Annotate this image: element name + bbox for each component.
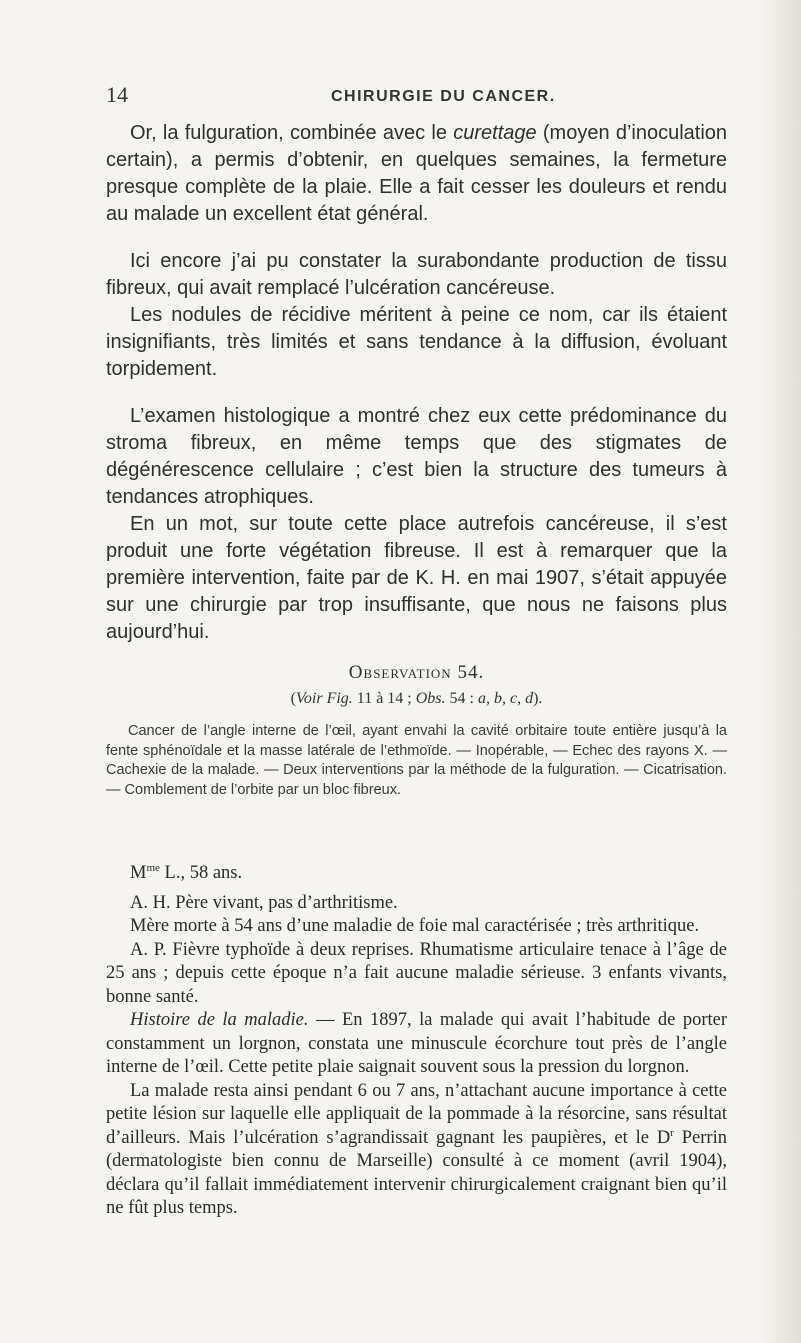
antecedents-mere: Mère morte à 54 ans d’une maladie de foie mal caractérisée ; très arthritique.	[130, 916, 700, 936]
running-head: CHIRURGIE DU CANCER.	[331, 88, 556, 105]
observation-summary: Cancer de l’angle interne de l’œil, ayant envahi la cavité orbitaire toute entière jusqu’à la fente sphénoïdale et la masse latérale de l’ethmoïde. — Inopérable, — Echec des rayons X. — Cachexie de la malade. — Deux interventions par la méthode de la fulguration. — Cicatrisation. — Comblement de l’orbite par un bloc fibreux.	[106, 723, 727, 798]
paragraph-evolution: La malade resta ainsi pendant 6 ou 7 ans, n’attachant aucune importance à cette petite lésion sur laquelle elle appliquait de la pommade à la résorcine, sans résultat d’ailleurs. Mais l’ulcération s’agrandissait gagnant les paupières, et le $D^r$ Perrin (dermatologiste bien connu de Marseille) consulté à ce moment (avril 1904), déclara qu’il fallait immédiatement intervenir chirurgicalement craignant bien qu’il ne fût plus temps.	[106, 1080, 727, 1218]
intro-text	[106, 120, 727, 646]
patient-line: $M^{me}$ L., 58 ans.	[130, 861, 243, 883]
observation-figure-reference: (Voir Fig. 11 à 14 ; Obs. 54 : a, b, c, d).	[290, 690, 543, 707]
page-number: 14	[106, 82, 128, 107]
histoire-maladie: Histoire de la maladie. — En 1897, la malade qui avait l’habitude de porter constamment un lorgnon, constata une minuscule écorchure tout près de l’angle interne de l’œil. Cette petite plaie saignait souvent sous la pression du lorgnon.	[106, 1010, 727, 1077]
observation-title: Observation 54.	[348, 662, 485, 683]
page-edge-shadow	[761, 0, 801, 1343]
page-header	[106, 82, 706, 110]
case-history	[106, 862, 727, 1221]
observation-block	[106, 662, 727, 800]
paragraph-tissu-fibreux: Ici encore j’ai pu constater la surabondante production de tissu fibreux, qui avait remplacé l’ulcération cancéreuse.	[106, 250, 727, 299]
paragraph-fulguration: Or, la fulguration, combinée avec le curettage (moyen d’inoculation certain), a permis d’obtenir, en quelques semaines, la fermeture presque complète de la plaie. Elle a fait cesser les douleurs et rendu au malade un excellent état général.	[106, 122, 728, 225]
paragraph-examen-histologique: L’examen histologique a montré chez eux cette prédominance du stroma fibreux, en même temps que des stigmates de dégénérescence cellulaire ; c’est bien la structure des tumeurs à tendances atrophiques.	[106, 405, 727, 508]
antecedents-personnels: A. P. Fièvre typhoïde à deux reprises. Rhumatisme articulaire tenace à l’âge de 25 ans ; depuis cette époque n’a fait aucune maladie sérieuse. 3 enfants vivants, bonne santé.	[106, 939, 727, 1007]
paragraph-vegetation-fibreuse: En un mot, sur toute cette place autrefois cancéreuse, il s’est produit une forte végétation fibreuse. Il est à remarquer que la première intervention, faite par de K. H. en mai 1907, s’était appuyée sur une chirurgie par trop insuffisante, que nous ne faisons plus aujourd’hui.	[106, 513, 727, 643]
paragraph-nodules: Les nodules de récidive méritent à peine ce nom, car ils étaient insignifiants, très limités et sans tendance à la diffusion, évoluant torpidement.	[106, 304, 727, 380]
antecedents-hereditaires: A. H. Père vivant, pas d’arthritisme.	[130, 892, 398, 913]
